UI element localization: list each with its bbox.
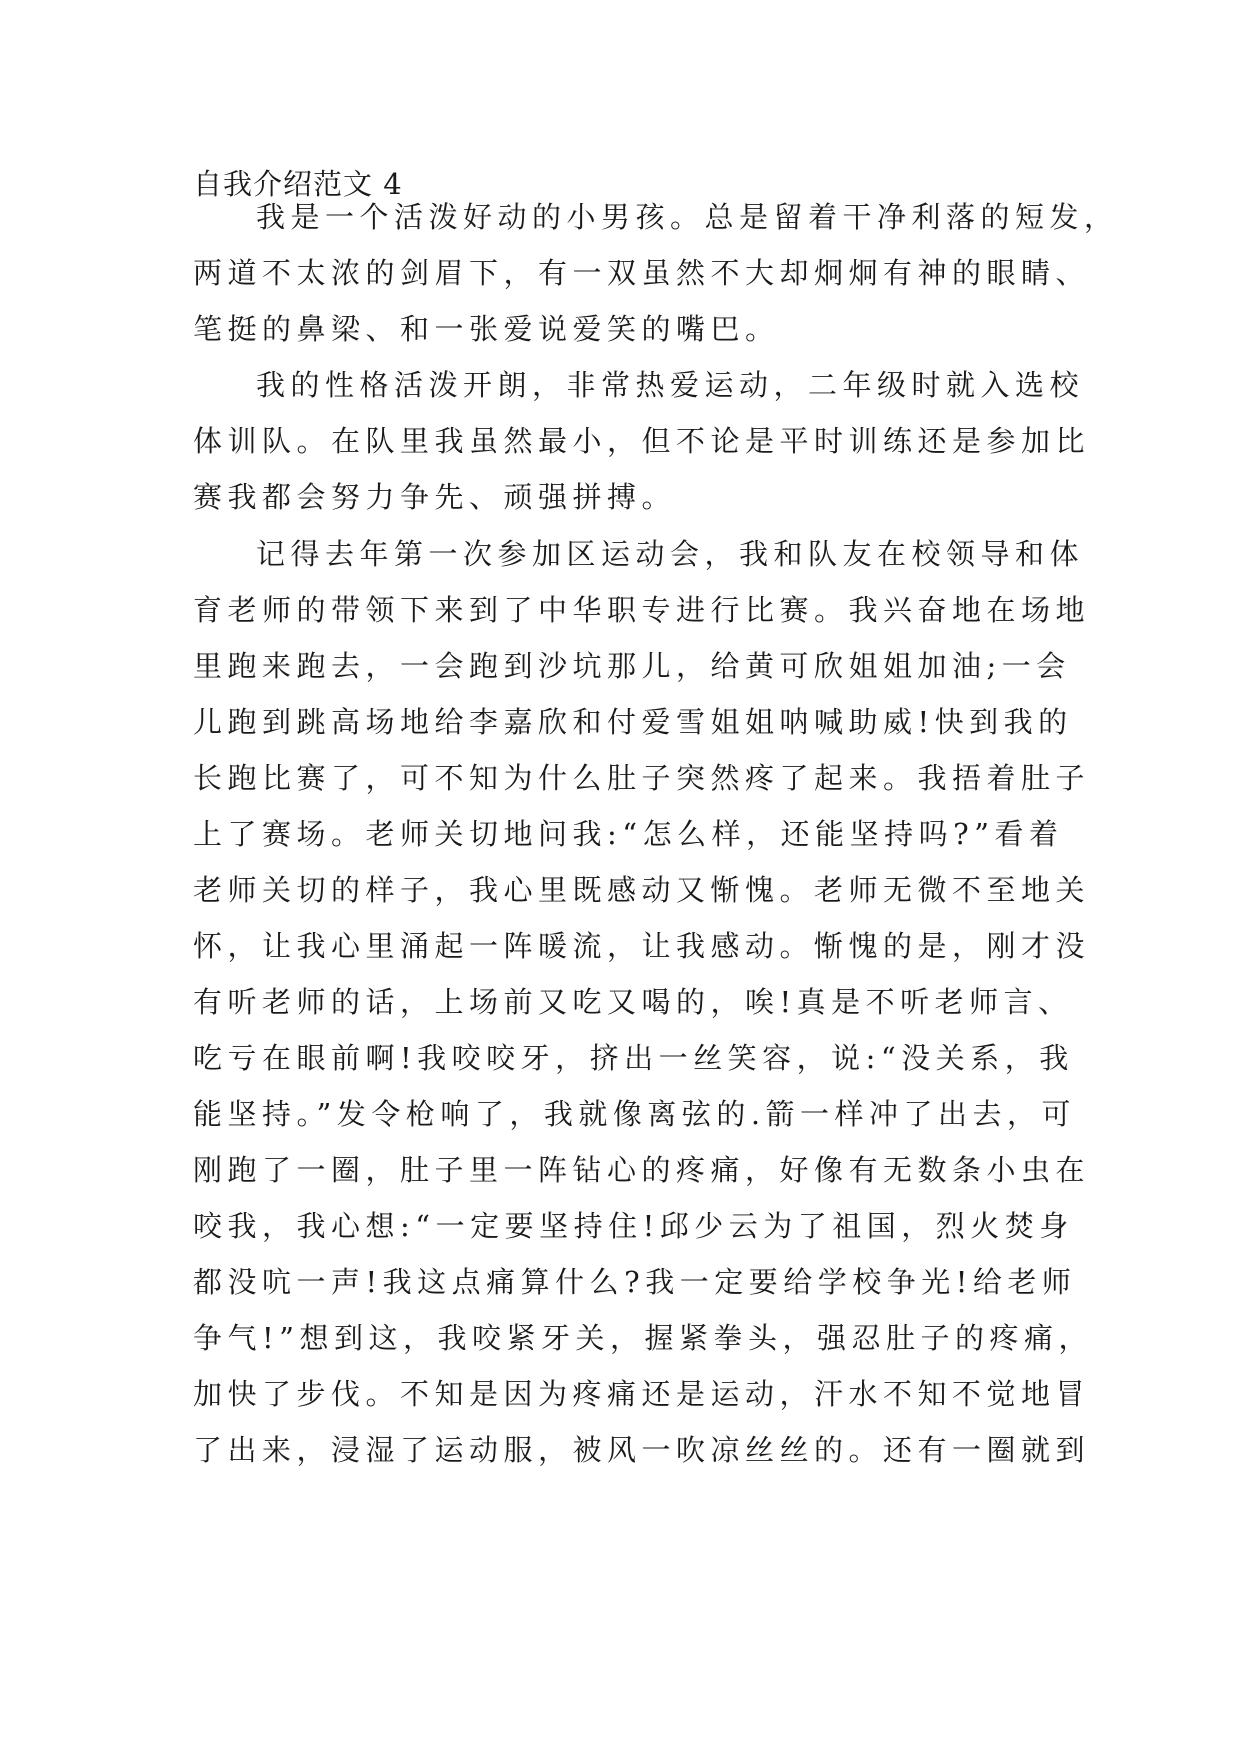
paragraph-line: 记得去年第一次参加区运动会，我和队友在校领导和体 [256,537,1085,571]
paragraph-line: 吃亏在眼前啊!我咬咬牙，挤出一丝笑容，说:“没关系，我 [193,1041,1074,1075]
paragraph-line: 能坚持。”发令枪响了，我就像离弦的.箭一样冲了出去，可 [193,1097,1077,1131]
paragraph-line: 里跑来跑去，一会跑到沙坑那儿，给黄可欣姐姐加油;一会 [193,649,1071,683]
paragraph-line: 有听老师的话，上场前又吃又喝的，唉!真是不听老师言、 [193,985,1073,1019]
paragraph-line: 育老师的带领下来到了中华职专进行比赛。我兴奋地在场地 [193,593,1091,627]
paragraph-line: 加快了步伐。不知是因为疼痛还是运动，汗水不知不觉地冒 [193,1377,1091,1411]
paragraph-line: 赛我都会努力争先、顽强拼搏。 [193,480,677,514]
paragraph-line: 了出来，浸湿了运动服，被风一吹凉丝丝的。还有一圈就到 [193,1433,1091,1467]
paragraph-line: 争气!”想到这，我咬紧牙关，握紧拳头，强忍肚子的疼痛， [193,1321,1093,1355]
paragraph-line: 怀，让我心里涌起一阵暖流，让我感动。惭愧的是，刚才没 [193,929,1091,963]
paragraph-line: 老师关切的样子，我心里既感动又惭愧。老师无微不至地关 [193,873,1091,907]
document-title: 自我介绍范文 4 [193,167,403,201]
paragraph-line: 两道不太浓的剑眉下，有一双虽然不大却炯炯有神的眼睛、 [193,256,1091,290]
paragraph-line: 长跑比赛了，可不知为什么肚子突然疼了起来。我捂着肚子 [193,761,1091,795]
paragraph-line: 都没吭一声!我这点痛算什么?我一定要给学校争光!给老师 [193,1265,1077,1299]
paragraph-line: 笔挺的鼻梁、和一张爱说爱笑的嘴巴。 [193,312,780,346]
paragraph-line: 上了赛场。老师关切地问我:“怎么样，还能坚持吗?”看着 [193,817,1064,851]
paragraph-line: 我的性格活泼开朗，非常热爱运动，二年级时就入选校 [256,368,1085,402]
paragraph-line: 儿跑到跳高场地给李嘉欣和付爱雪姐姐呐喊助威!快到我的 [193,705,1073,739]
paragraph-line: 体训队。在队里我虽然最小，但不论是平时训练还是参加比 [193,424,1091,458]
paragraph-line: 我是一个活泼好动的小男孩。总是留着干净利落的短发， [256,200,1119,234]
paragraph-line: 刚跑了一圈，肚子里一阵钻心的疼痛，好像有无数条小虫在 [193,1153,1091,1187]
paragraph-line: 咬我，我心想:“一定要坚持住!邱少云为了祖国，烈火焚身 [193,1209,1074,1243]
